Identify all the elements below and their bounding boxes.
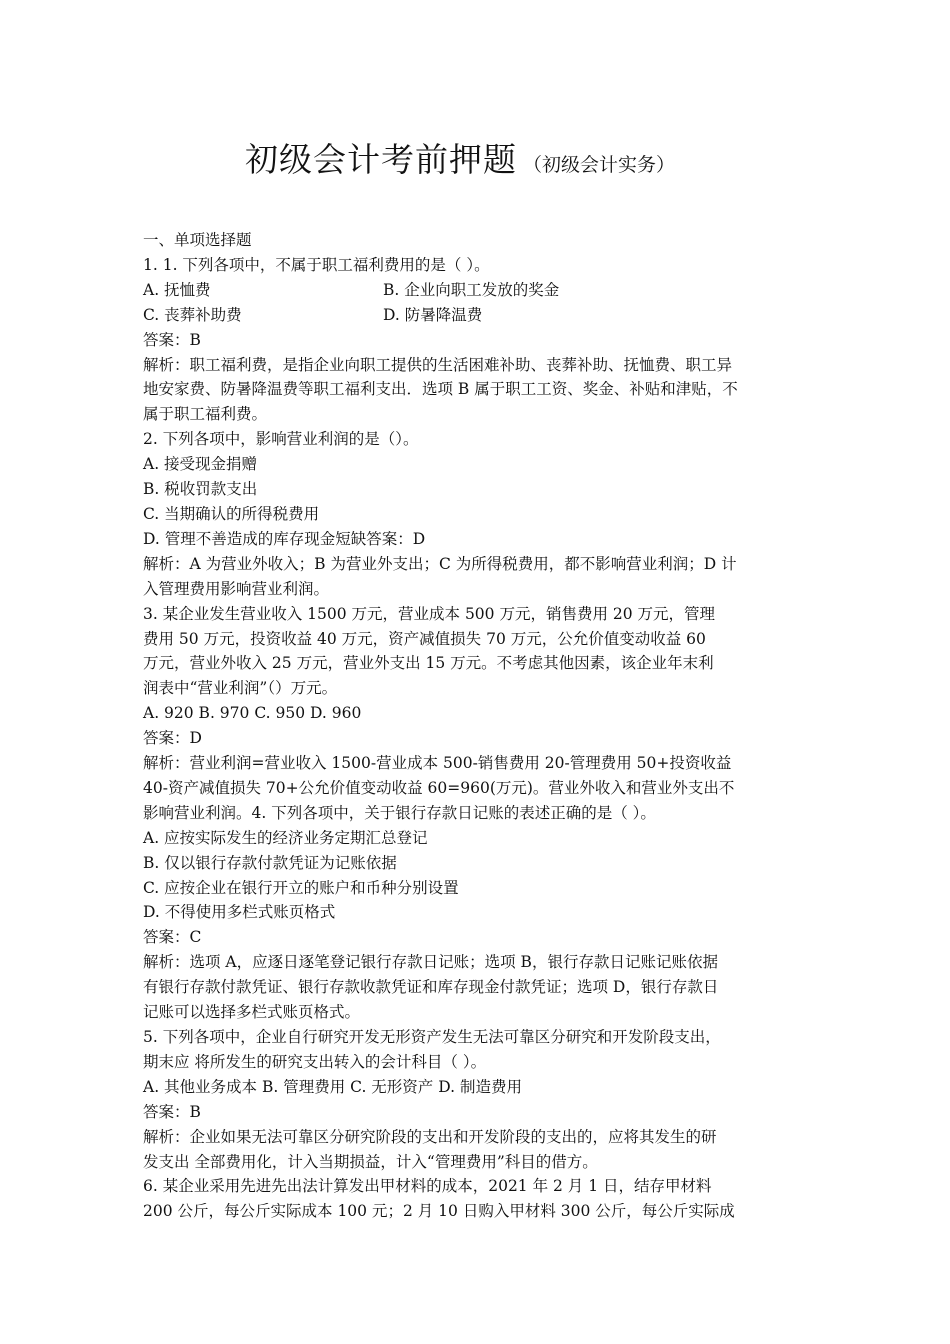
option-line: A. 接受现金捐赠 xyxy=(143,455,258,474)
title-block xyxy=(245,134,675,181)
options-line: A. 其他业务成本 B. 管理费用 C. 无形资产 D. 制造费用 xyxy=(143,1077,522,1096)
option-a: A. 抚恤费 xyxy=(143,280,211,299)
question-line: 200 公斤，每公斤实际成本 100 元；2 月 10 日购入甲材料 300 公斤，每公斤实际成 xyxy=(143,1202,735,1221)
question-line: 期末应 将所发生的研究支出转入的会计科目（ ）。 xyxy=(143,1052,487,1071)
section-heading: 一、单项选择题 xyxy=(143,231,252,249)
answer-line: 答案：B xyxy=(143,330,201,349)
option-line: B. 仅以银行存款付款凭证为记账依据 xyxy=(143,853,397,872)
analysis-line: 地安家费、防暑降温费等职工福利支出．选项 B 属于职工工资、奖金、补贴和津贴，不 xyxy=(143,380,738,399)
page-title: 初级会计考前押题 xyxy=(245,140,517,179)
question-6: 6. 某企业采用先进先出法计算发出甲材料的成本，2021 年 2 月 1 日，结存甲材料 xyxy=(143,1177,712,1196)
option-line: B. 税收罚款支出 xyxy=(143,480,258,499)
option-d: D. 防暑降温费 xyxy=(383,305,483,324)
question-5: 5. 下列各项中，企业自行研究开发无形资产发生无法可靠区分研究和开发阶段支出， xyxy=(143,1028,721,1046)
answer-line: 答案：D xyxy=(143,729,202,748)
analysis-line: 记账可以选择多栏式账页格式。 xyxy=(143,1003,361,1022)
page-subtitle: （初级会计实务） xyxy=(523,154,676,176)
option-line: D. 不得使用多栏式账页格式 xyxy=(143,903,336,922)
analysis-line: 解析：企业如果无法可靠区分研究阶段的支出和开发阶段的支出的，应将其发生的研 xyxy=(143,1127,717,1146)
analysis-line: 影响营业利润。4. 下列各项中，关于银行存款日记账的表述正确的是（ ）。 xyxy=(143,803,656,822)
question-2: 2. 下列各项中，影响营业利润的是（）。 xyxy=(143,430,419,449)
question-3: 3. 某企业发生营业收入 1500 万元，营业成本 500 万元，销售费用 20 万元，管理 xyxy=(143,604,716,623)
option-line: C. 应按企业在银行开立的账户和币种分别设置 xyxy=(143,878,459,897)
analysis-line: 发支出 全部费用化，计入当期损益，计入“管理费用”科目的借方。 xyxy=(143,1152,598,1171)
analysis-line: 解析：营业利润=营业收入 1500-营业成本 500-销售费用 20-管理费用 50+投资收益 xyxy=(143,754,732,773)
options-row xyxy=(143,278,803,303)
analysis-line: 有银行存款付款凭证、银行存款收款凭证和库存现金付款凭证；选项 D，银行存款日 xyxy=(143,978,719,997)
question-1: 1. 1. 下列各项中，不属于职工福利费用的是（ ）。 xyxy=(143,255,490,274)
answer-line: 答案：B xyxy=(143,1102,201,1121)
option-b: B. 企业向职工发放的奖金 xyxy=(383,280,560,299)
answer-line: 答案：C xyxy=(143,928,202,947)
analysis-line: 解析：职工福利费，是指企业向职工提供的生活困难补助、丧葬补助、抚恤费、职工异 xyxy=(143,355,733,374)
document-body xyxy=(143,228,803,1224)
analysis-line: 入管理费用影响营业利润。 xyxy=(143,579,330,598)
options-row xyxy=(143,303,803,328)
question-line: 润表中“营业利润”（）万元。 xyxy=(143,679,338,698)
option-c: C. 丧葬补助费 xyxy=(143,305,242,324)
question-line: 万元，营业外收入 25 万元，营业外支出 15 万元。不考虑其他因素，该企业年末利 xyxy=(143,654,714,673)
option-line: A. 应按实际发生的经济业务定期汇总登记 xyxy=(143,828,428,847)
analysis-line: 40-资产减值损失 70+公允价值变动收益 60=960(万元)。营业外收入和营业外支出不 xyxy=(143,778,735,797)
analysis-line: 解析：选项 A，应逐日逐笔登记银行存款日记账；选项 B，银行存款日记账记账依据 xyxy=(143,953,718,972)
option-line: C. 当期确认的所得税费用 xyxy=(143,504,320,523)
analysis-line: 属于职工福利费。 xyxy=(143,405,268,424)
options-line: A. 920 B. 970 C. 950 D. 960 xyxy=(143,704,362,723)
option-line: D. 管理不善造成的库存现金短缺答案：D xyxy=(143,529,426,548)
analysis-line: 解析：A 为营业外收入；B 为营业外支出；C 为所得税费用，都不影响营业利润；D 计 xyxy=(143,554,737,573)
question-line: 费用 50 万元，投资收益 40 万元，资产减值损失 70 万元，公允价值变动收益 60 xyxy=(143,629,706,648)
